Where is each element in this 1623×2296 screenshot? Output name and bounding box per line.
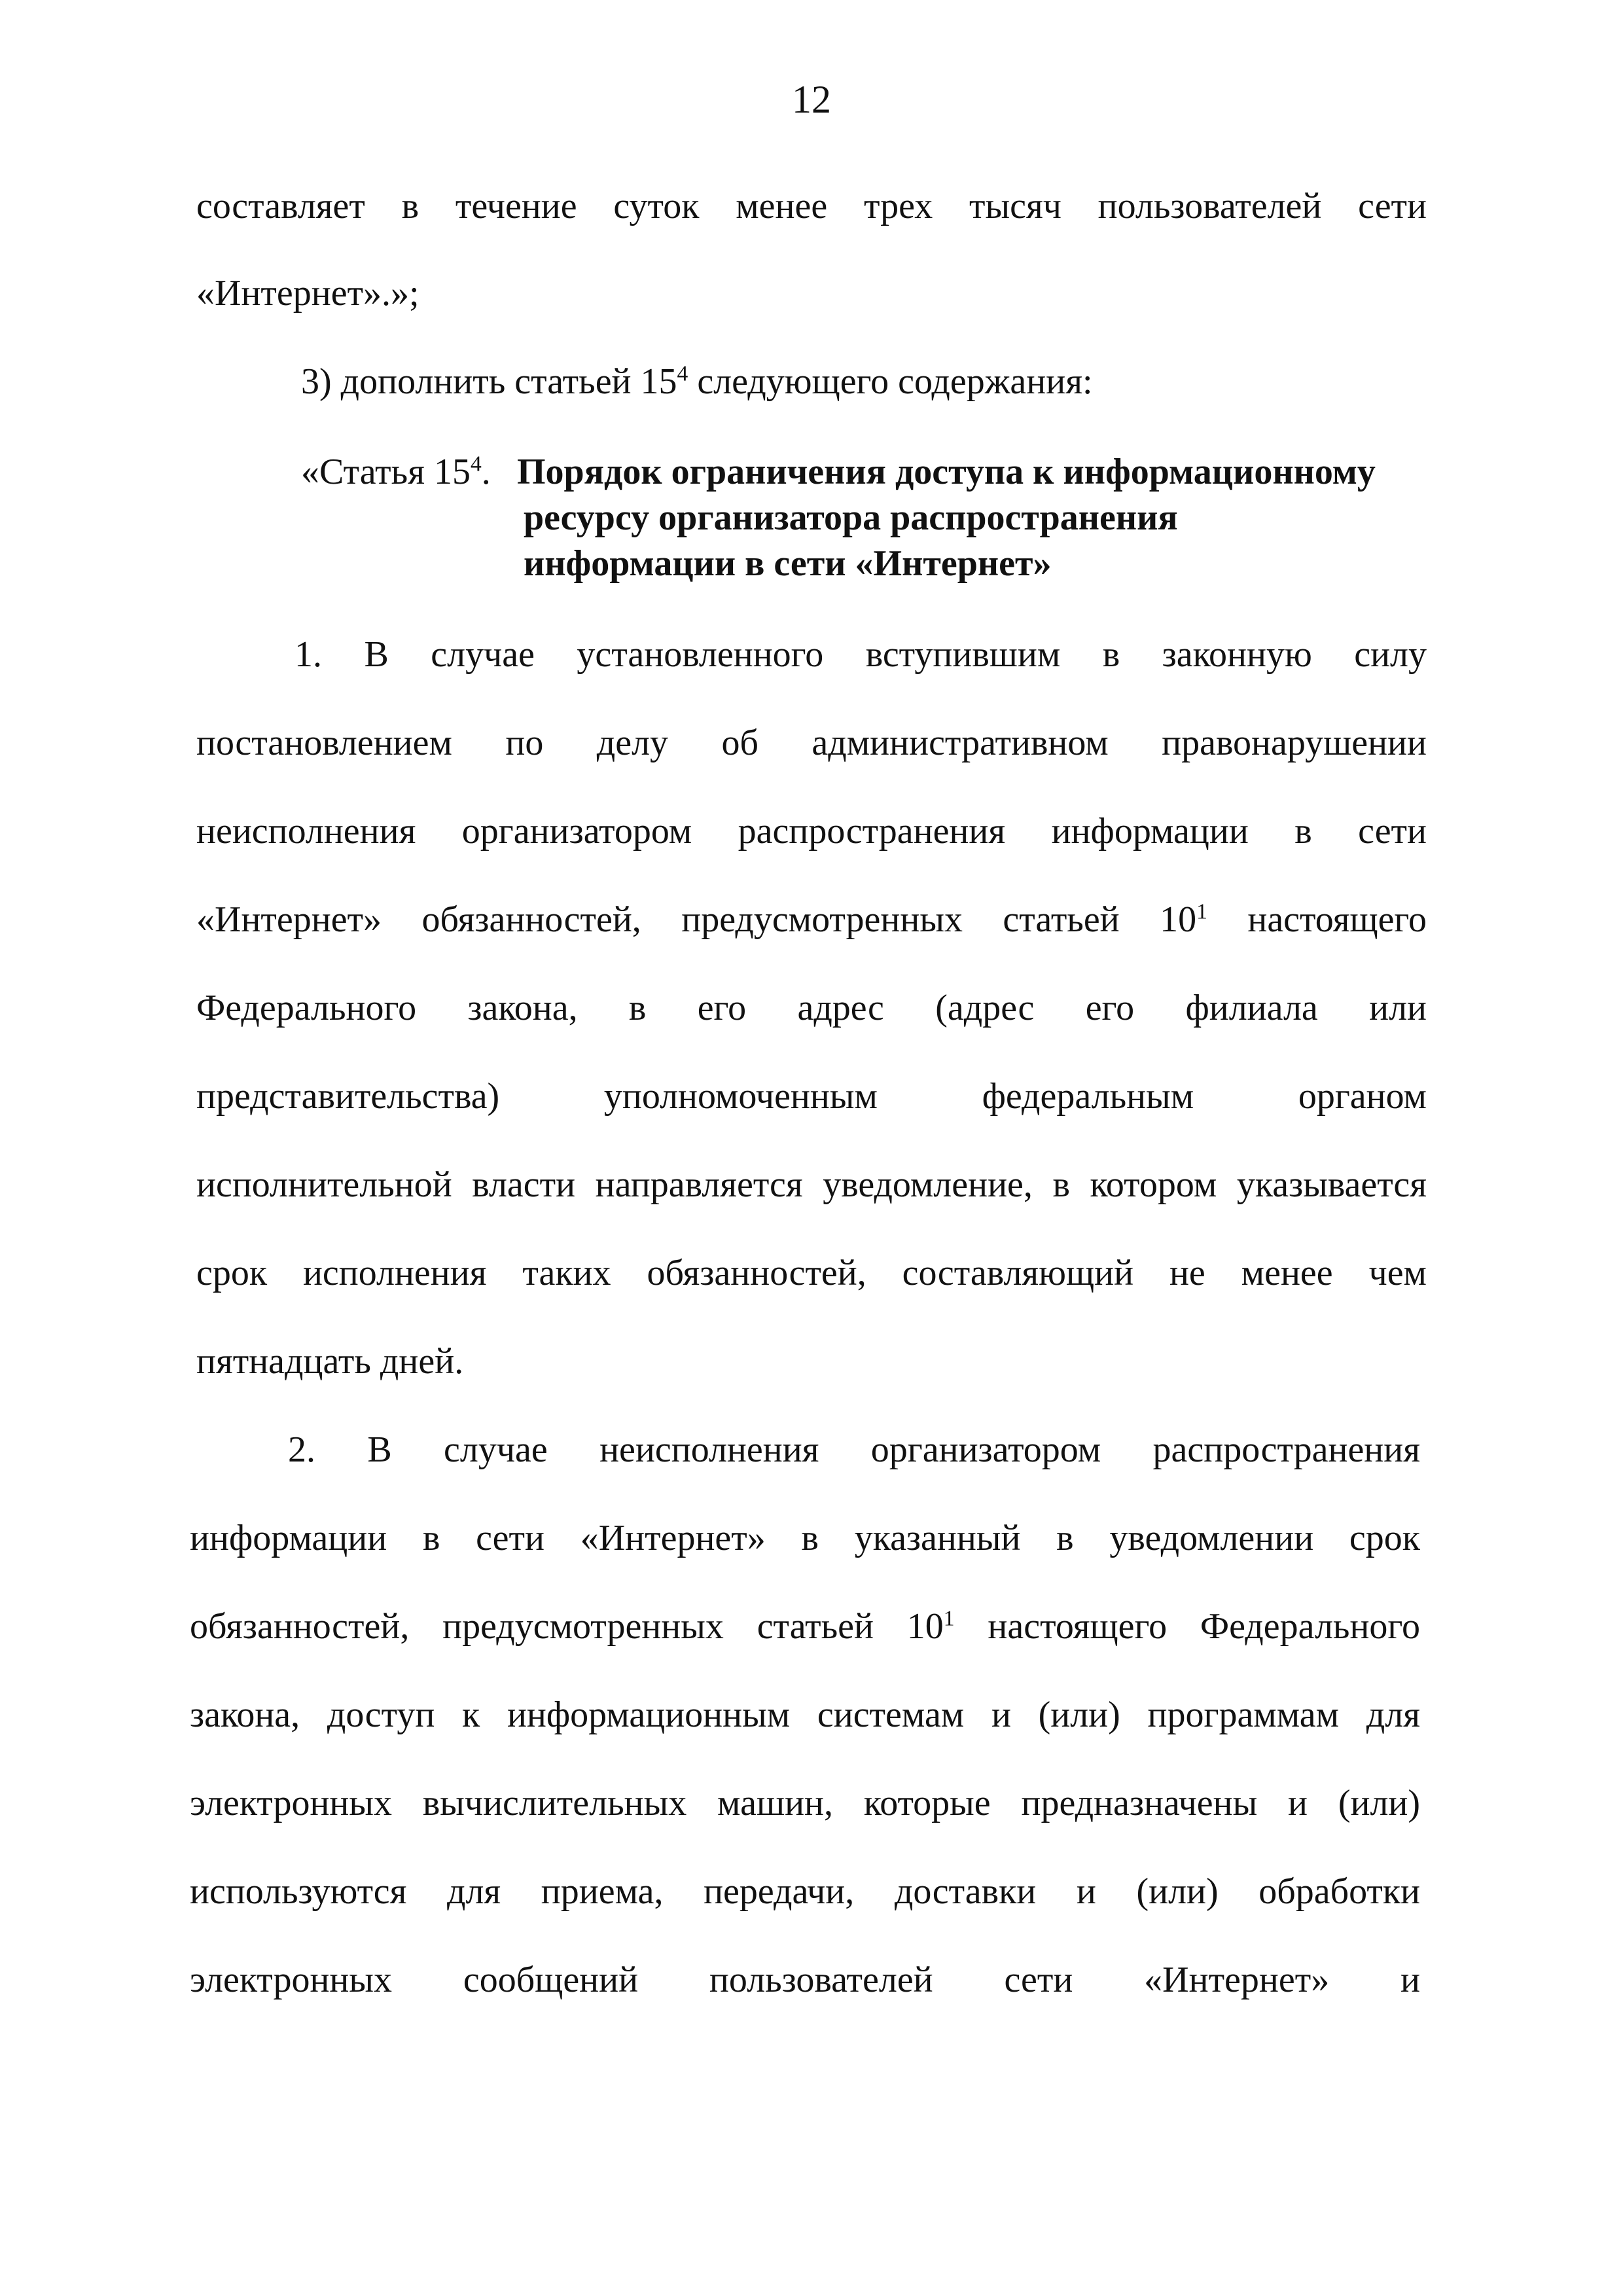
article-title-line-3: информации в сети «Интернет» xyxy=(524,543,1052,584)
paragraph2-line-5: электронных вычислительных машин, которые предназначены и (или) xyxy=(190,1783,1420,1823)
page-number: 12 xyxy=(792,78,831,121)
paragraph1-line-1: 1. В случае установленного вступившим в законную силу xyxy=(294,634,1427,675)
paragraph2-line-4: закона, доступ к информационным системам и (или) программам для xyxy=(190,1695,1420,1735)
paragraph1-line-8: срок исполнения таких обязанностей, составляющий не менее чем xyxy=(196,1253,1427,1293)
paragraph1-line-4-before: «Интернет» обязанностей, предусмотренных статьей 10 xyxy=(196,899,1197,940)
article-label xyxy=(301,449,491,495)
paragraph1-line-4-after: настоящего xyxy=(1207,899,1427,940)
amendment-text-before: 3) дополнить статьей 15 xyxy=(301,361,677,402)
intro-line-2: «Интернет».»; xyxy=(196,273,419,314)
paragraph2-line-3 xyxy=(190,1604,1420,1649)
paragraph2-line-2: информации в сети «Интернет» в указанный в уведомлении срок xyxy=(190,1518,1420,1558)
paragraph1-line-4-sup: 1 xyxy=(1196,899,1207,924)
paragraph1-line-5: Федерального закона, в его адрес (адрес его филиала или xyxy=(196,988,1427,1028)
article-title-line-2: ресурсу организатора распространения xyxy=(524,497,1178,538)
amendment-sup: 4 xyxy=(677,361,688,386)
paragraph2-line-7: электронных сообщений пользователей сети «Интернет» и xyxy=(190,1960,1420,2000)
paragraph1-line-3: неисполнения организатором распространения информации в сети xyxy=(196,811,1427,852)
paragraph2-line-6: используются для приема, передачи, доставки и (или) обработки xyxy=(190,1871,1420,1912)
article-title xyxy=(517,449,1376,586)
paragraph1-line-4 xyxy=(196,897,1427,942)
article-title-line-1: Порядок ограничения доступа к информационному xyxy=(517,452,1376,492)
paragraph2-line-3-sup: 1 xyxy=(943,1606,955,1631)
amendment-text-after: следующего содержания: xyxy=(688,361,1093,402)
paragraph1-line-9: пятнадцать дней. xyxy=(196,1341,464,1382)
paragraph1-line-7: исполнительной власти направляется уведомление, в котором указывается xyxy=(196,1164,1427,1205)
article-label-sup: 4 xyxy=(470,452,482,476)
paragraph2-line-1: 2. В случае неисполнения организатором распространения xyxy=(288,1429,1420,1470)
intro-line-1: составляет в течение суток менее трех тысяч пользователей сети xyxy=(196,186,1427,226)
article-label-open: «Статья 15 xyxy=(301,452,471,492)
amendment-line xyxy=(301,359,1093,404)
paragraph1-line-6: представительства) уполномоченным федеральным органом xyxy=(196,1076,1427,1117)
paragraph2-line-3-before: обязанностей, предусмотренных статьей 10 xyxy=(190,1606,944,1647)
paragraph2-line-3-after: настоящего Федерального xyxy=(954,1606,1420,1647)
paragraph1-line-2: постановлением по делу об административном правонарушении xyxy=(196,723,1427,763)
article-label-close: . xyxy=(481,452,491,492)
